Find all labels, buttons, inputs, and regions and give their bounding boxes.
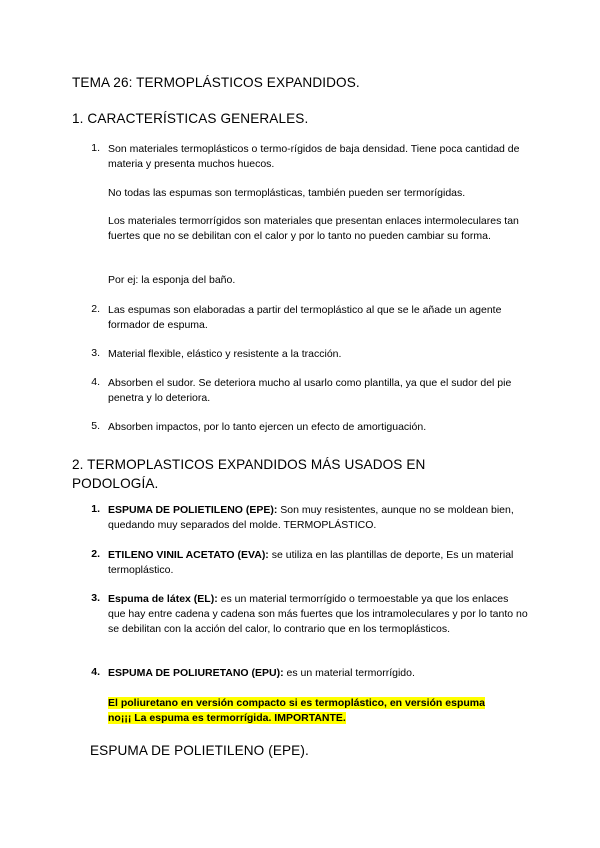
list-number: 3. xyxy=(91,592,100,604)
list-number: 1. xyxy=(91,142,100,154)
list-number: 1. xyxy=(91,503,100,515)
term: Espuma de látex (EL): xyxy=(108,593,218,605)
section-heading-characteristics: 1. CARACTERÍSTICAS GENERALES. xyxy=(72,111,309,126)
list-item-paragraph: Los materiales termorrígidos son materiales que presentan enlaces intermoleculares tan fuertes que no se debilitan con el calor y por lo tanto no pueden cambiar su forma. xyxy=(108,215,519,242)
highlight-line: El poliuretano en versión compacto si es termoplástico, en versión espuma xyxy=(108,697,485,709)
list-number: 2. xyxy=(91,303,100,315)
section-heading-expanded-thermoplastics: 2. TERMOPLASTICOS EXPANDIDOS MÁS USADOS EN PODOLOGÍA. xyxy=(72,457,426,491)
list-item-paragraph: Por ej: la esponja del baño. xyxy=(108,274,236,286)
list-item-paragraph: No todas las espumas son termoplásticas, también pueden ser termorígidas. xyxy=(108,187,466,199)
list-item-text: Absorben impactos, por lo tanto ejercen un efecto de amortiguación. xyxy=(108,421,427,433)
list-number: 5. xyxy=(91,420,100,432)
list-number: 4. xyxy=(91,376,100,388)
list-item-text: Material flexible, elástico y resistente a la tracción. xyxy=(108,348,342,360)
highlight-line: no¡¡¡ La espuma es termorrígida. IMPORTANTE. xyxy=(108,712,346,724)
highlighted-note xyxy=(108,696,528,726)
document-title: TEMA 26: TERMOPLÁSTICOS EXPANDIDOS. xyxy=(72,75,360,90)
list-number: 2. xyxy=(91,548,100,560)
list-item-text xyxy=(108,666,528,681)
term: ETILENO VINIL ACETATO (EVA): xyxy=(108,549,269,561)
term: ESPUMA DE POLIETILENO (EPE): xyxy=(108,504,278,516)
list-number: 4. xyxy=(91,666,100,678)
list-item-text: Las espumas son elaboradas a partir del termoplástico al que se le añade un agente formador de espuma. xyxy=(108,304,502,331)
section-heading-epe: ESPUMA DE POLIETILENO (EPE). xyxy=(90,743,309,758)
term: ESPUMA DE POLIURETANO (EPU): xyxy=(108,667,284,679)
list-number: 3. xyxy=(91,347,100,359)
definition: se utiliza en las plantillas de deporte, Es un material termoplástico. xyxy=(108,549,514,576)
list-item-text: Absorben el sudor. Se deteriora mucho al usarlo como plantilla, ya que el sudor del pie penetra y lo deteriora. xyxy=(108,377,512,404)
definition: es un material termorrígido. xyxy=(283,667,415,679)
definition: Son muy resistentes, aunque no se moldean bien, quedando muy separados del molde. TERMOPLÁSTICO. xyxy=(108,504,514,531)
list-item-text xyxy=(108,503,528,533)
definition: es un material termorrígido o termoestable ya que los enlaces que hay entre cadena y cadena son más fuertes que los intramoleculares y por lo tanto no se debilitan con la acción del calor, lo contrario que en los termoplásticos. xyxy=(108,593,528,635)
list-item-text xyxy=(108,548,528,578)
list-item-text xyxy=(108,592,528,637)
list-item-paragraph: Son materiales termoplásticos o termo-rígidos de baja densidad. Tiene poca cantidad de materia y presenta muchos huecos. xyxy=(108,143,520,170)
